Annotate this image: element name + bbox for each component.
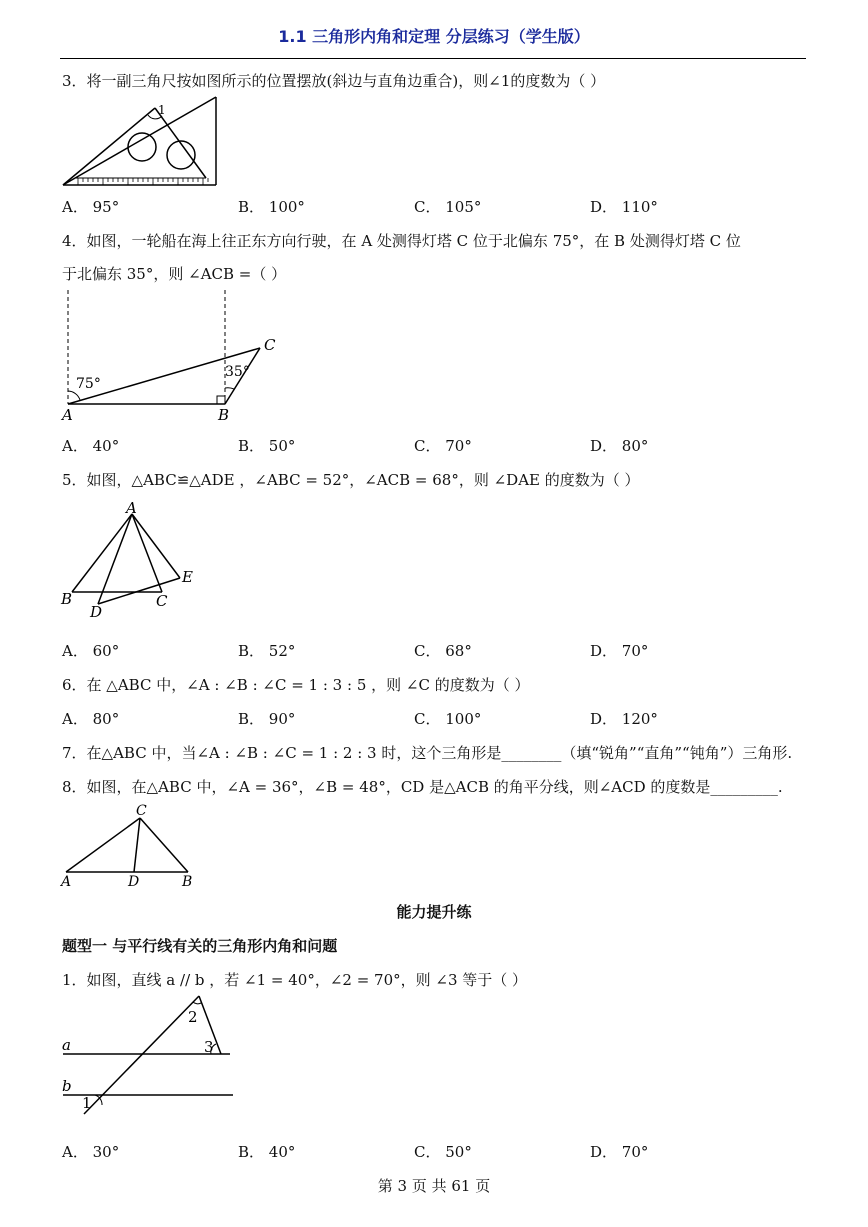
question-5-option-d: D． 70° — [590, 642, 649, 660]
question-3-figure — [60, 94, 220, 190]
question-8-text: 8．如图，在△ABC 中，∠A = 36°，∠B = 48°，CD 是△ACB 的角平分线，则∠ACD 的度数是_________. — [62, 778, 783, 796]
question-6-text: 6．在 △ABC 中，∠A : ∠B : ∠C = 1 : 3 : 5 ，则 ∠C 的度数为（ ） — [62, 676, 530, 694]
question-5-option-c: C． 68° — [414, 642, 472, 660]
question-5-point-d: D — [90, 603, 103, 620]
question-8-point-d: D — [128, 874, 140, 890]
section-title: 能力提升练 — [396, 903, 472, 921]
question-3-option-b: B． 100° — [238, 198, 305, 216]
question-6-option-d: D． 120° — [590, 710, 658, 728]
question-6-option-c: C． 100° — [414, 710, 482, 728]
question-3-text: 3．将一副三角尺按如图所示的位置摆放(斜边与直角边重合)，则∠1的度数为（ ） — [62, 72, 606, 90]
question-3-option-c: C． 105° — [414, 198, 482, 216]
question-4-point-b: B — [218, 406, 230, 424]
question-4-point-c: C — [264, 336, 276, 354]
question-4-angle-35-label: 35° — [225, 364, 250, 380]
practice-1-line-a: a — [62, 1036, 71, 1054]
section-subtitle: 题型一 与平行线有关的三角形内角和问题 — [62, 937, 338, 955]
question-5-point-e: E — [182, 568, 193, 586]
question-4-option-c: C． 70° — [414, 437, 472, 455]
practice-1-angle-2-label: 2 — [188, 1008, 198, 1026]
practice-1-angle-1-label: 1 — [82, 1094, 92, 1112]
practice-1-option-a: A． 30° — [62, 1143, 120, 1161]
practice-1-line-b: b — [62, 1077, 72, 1095]
question-6-option-a: A． 80° — [62, 710, 120, 728]
question-8-point-c: C — [136, 803, 147, 819]
question-4-angle-75-label: 75° — [76, 376, 101, 392]
practice-1-option-c: C． 50° — [414, 1143, 472, 1161]
question-5-figure — [58, 500, 208, 620]
question-4-option-b: B． 50° — [238, 437, 296, 455]
question-5-point-b: B — [61, 590, 73, 608]
question-4-line-1: 4．如图，一轮船在海上往正东方向行驶，在 A 处测得灯塔 C 位于北偏东 75°，在 B 处测得灯塔 C 位 — [62, 232, 741, 250]
question-4-option-a: A． 40° — [62, 437, 120, 455]
question-5-option-b: B． 52° — [238, 642, 296, 660]
practice-1-figure — [58, 994, 243, 1119]
question-4-point-a: A — [62, 406, 73, 424]
question-4-line-2: 于北偏东 35°，则 ∠ACB =（ ） — [62, 265, 287, 283]
question-3-option-a: A． 95° — [62, 198, 120, 216]
question-5-option-a: A． 60° — [62, 642, 120, 660]
practice-1-text: 1．如图，直线 a // b ，若 ∠1 = 40°，∠2 = 70°，则 ∠3 等于（ ） — [62, 971, 528, 989]
header-rule — [60, 58, 806, 59]
practice-1-option-b: B． 40° — [238, 1143, 296, 1161]
question-3-angle-label: 1 — [158, 103, 166, 117]
question-3-option-d: D． 110° — [590, 198, 658, 216]
question-7-text: 7．在△ABC 中，当∠A : ∠B : ∠C = 1 : 2 : 3 时，这个三角形是________（填“锐角”“直角”“钝角”）三角形. — [62, 744, 793, 762]
question-5-point-c: C — [156, 592, 168, 610]
practice-1-option-d: D． 70° — [590, 1143, 649, 1161]
page-header-title: 1.1 三角形内角和定理 分层练习（学生版） — [278, 27, 590, 46]
question-4-figure — [60, 290, 290, 425]
question-4-option-d: D． 80° — [590, 437, 649, 455]
practice-1-angle-3-label: 3 — [204, 1038, 214, 1056]
question-8-point-a: A — [61, 874, 72, 890]
question-8-point-b: B — [182, 874, 193, 890]
question-5-point-a: A — [126, 500, 137, 517]
question-5-text: 5．如图，△ABC≌△ADE ，∠ABC = 52°，∠ACB = 68°，则 ∠DAE 的度数为（ ） — [62, 471, 640, 489]
question-8-figure — [58, 800, 208, 892]
question-6-option-b: B． 90° — [238, 710, 296, 728]
page-footer: 第 3 页 共 61 页 — [377, 1177, 491, 1195]
